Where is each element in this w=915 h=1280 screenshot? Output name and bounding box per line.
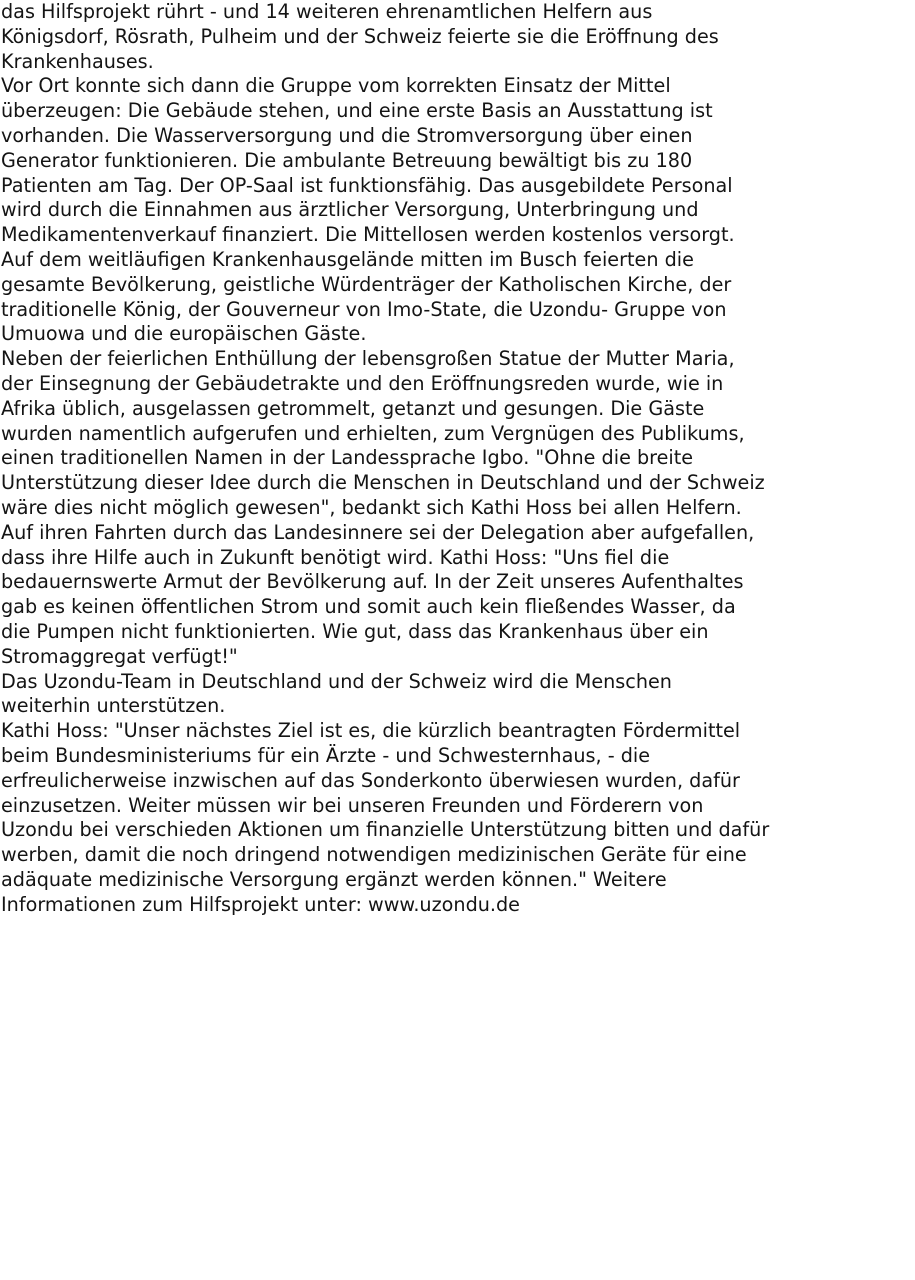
- text-line: werben, damit die noch dringend notwendigen medizinischen Geräte für eine: [1, 843, 747, 867]
- text-line: traditionelle König, der Gouverneur von Imo-State, die Uzondu- Gruppe von: [1, 297, 727, 321]
- text-line: Unterstützung dieser Idee durch die Menschen in Deutschland und der Schweiz: [1, 471, 765, 495]
- text-line: gesamte Bevölkerung, geistliche Würdenträger der Katholischen Kirche, der: [1, 272, 732, 296]
- text-line: weiterhin unterstützen.: [1, 694, 226, 718]
- text-line: einzusetzen. Weiter müssen wir bei unseren Freunden und Förderern von: [1, 793, 704, 817]
- text-line: wäre dies nicht möglich gewesen", bedankt sich Kathi Hoss bei allen Helfern.: [1, 495, 742, 519]
- text-line: gab es keinen öffentlichen Strom und somit auch kein fließendes Wasser, da: [1, 595, 736, 619]
- text-line: Auf dem weitläufigen Krankenhausgelände mitten im Busch feierten die: [1, 247, 694, 271]
- text-line: adäquate medizinische Versorgung ergänzt werden können." Weitere: [1, 867, 667, 891]
- text-line: Das Uzondu-Team in Deutschland und der Schweiz wird die Menschen: [1, 669, 672, 693]
- text-line: überzeugen: Die Gebäude stehen, und eine erste Basis an Ausstattung ist: [1, 99, 713, 123]
- text-line: Königsdorf, Rösrath, Pulheim und der Schweiz feierte sie die Eröffnung des: [1, 24, 719, 48]
- text-line: erfreulicherweise inzwischen auf das Sonderkonto überwiesen wurden, dafür: [1, 768, 740, 792]
- text-line: beim Bundesministeriums für ein Ärzte - und Schwesternhaus, - die: [1, 743, 651, 767]
- text-line: Vor Ort konnte sich dann die Gruppe vom korrekten Einsatz der Mittel: [1, 74, 671, 98]
- text-line: Medikamentenverkauf finanziert. Die Mittellosen werden kostenlos versorgt.: [1, 223, 735, 247]
- text-line: Neben der feierlichen Enthüllung der lebensgroßen Statue der Mutter Maria,: [1, 347, 735, 371]
- text-line: die Pumpen nicht funktionierten. Wie gut, dass das Krankenhaus über ein: [1, 619, 709, 643]
- text-line: Patienten am Tag. Der OP-Saal ist funktionsfähig. Das ausgebildete Personal: [1, 173, 733, 197]
- text-line: Stromaggregat verfügt!": [1, 644, 238, 668]
- text-line: vorhanden. Die Wasserversorgung und die Stromversorgung über einen: [1, 123, 693, 147]
- text-line: Afrika üblich, ausgelassen getrommelt, getanzt und gesungen. Die Gäste: [1, 396, 705, 420]
- text-line: Auf ihren Fahrten durch das Landesinnere sei der Delegation aber aufgefallen,: [1, 520, 755, 544]
- text-line: Umuowa und die europäischen Gäste.: [1, 322, 367, 346]
- text-line: Krankenhauses.: [1, 49, 154, 73]
- text-line: bedauernswerte Armut der Bevölkerung auf. In der Zeit unseres Aufenthaltes: [1, 570, 744, 594]
- text-line: das Hilfsprojekt rührt - und 14 weiteren ehrenamtlichen Helfern aus: [1, 0, 653, 23]
- text-line: wurden namentlich aufgerufen und erhielten, zum Vergnügen des Publikums,: [1, 421, 745, 445]
- text-line: dass ihre Hilfe auch in Zukunft benötigt wird. Kathi Hoss: "Uns fiel die: [1, 545, 670, 569]
- text-line: Generator funktionieren. Die ambulante Betreuung bewältigt bis zu 180: [1, 148, 693, 172]
- text-line: wird durch die Einnahmen aus ärztlicher Versorgung, Unterbringung und: [1, 198, 699, 222]
- text-line: der Einsegnung der Gebäudetrakte und den Eröffnungsreden wurde, wie in: [1, 371, 724, 395]
- text-line: Uzondu bei verschieden Aktionen um finanzielle Unterstützung bitten und dafür: [1, 818, 770, 842]
- text-line: Kathi Hoss: "Unser nächstes Ziel ist es, die kürzlich beantragten Fördermittel: [1, 719, 741, 743]
- text-line: einen traditionellen Namen in der Landessprache Igbo. "Ohne die breite: [1, 446, 694, 470]
- text-line: Informationen zum Hilfsprojekt unter: www.uzondu.de: [1, 892, 520, 916]
